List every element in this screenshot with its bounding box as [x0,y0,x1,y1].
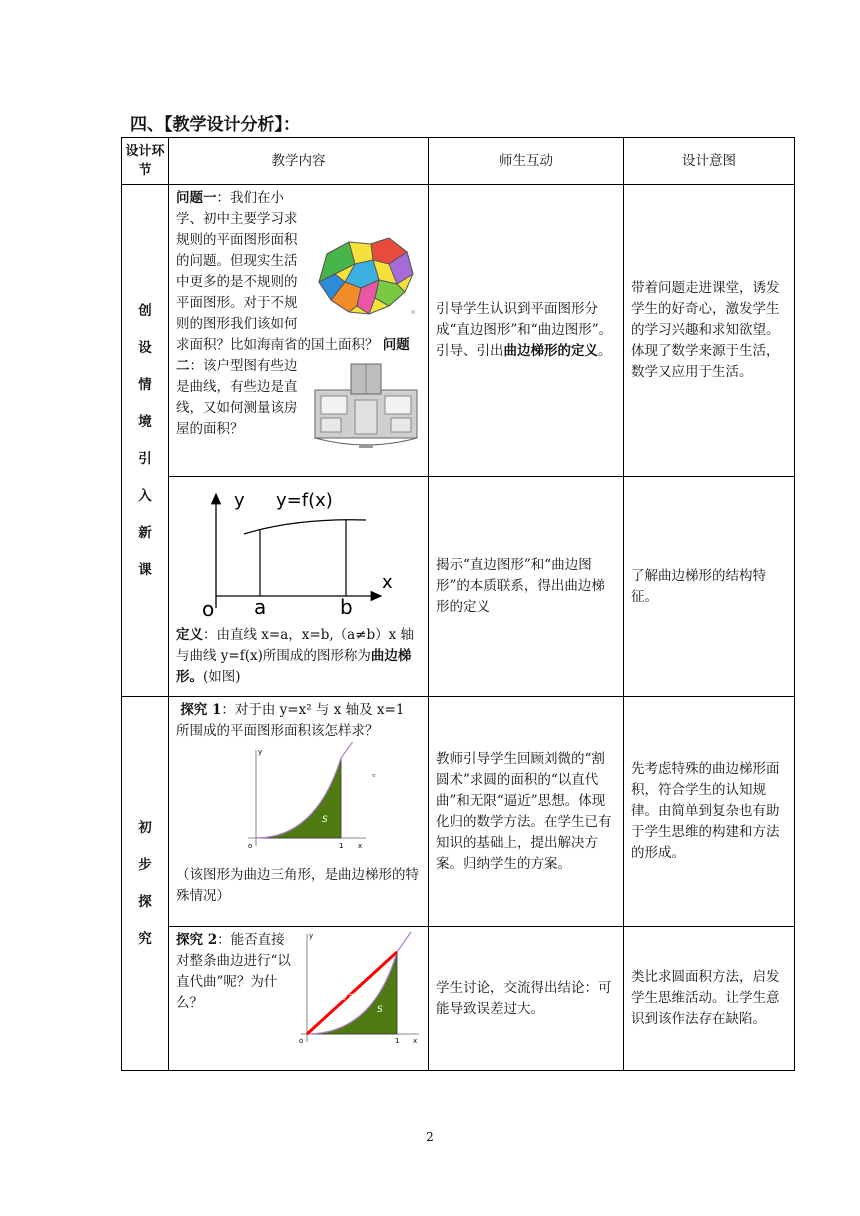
stage-label [122,301,168,581]
fig1-s: S [322,815,328,825]
intent-cell: 类比求圆面积方法，启发学生思维活动。让学生意识到该作法存在缺陷。 [624,927,795,1071]
q1-text: ：我们在小学、初中主要学习求规则的平面图形面积的问题。但现实生活中更多的是不规则的平面图形。对于不规则的图形我们该如何求面积？比如海南省的国土面积？ [176,190,379,353]
stage-char: 初 [138,819,152,836]
interaction-cell [429,185,624,477]
stage-char: 设 [138,339,152,356]
def-tail: (如图) [203,669,241,685]
intent-cell: 先考虑特殊的曲边梯形面积，符合学生的认知规律。由简单到复杂也有助于学生思维的构建和方法的形成。 [624,697,795,927]
fig2-one: 1 [395,1037,400,1045]
fig2-exp: 2 [361,988,366,996]
stage-char: 探 [138,893,152,910]
header-content: 教学内容 [169,138,429,185]
header-intent: 设计意图 [624,138,795,185]
graph-origin-label: o [202,597,215,618]
stage-char: 入 [138,487,152,504]
content-cell [169,697,429,927]
hainan-map-image [309,234,421,326]
fig2-curve: y=x [343,991,362,1001]
fig2-s: S [377,1005,383,1015]
q2-label: 问题二 [176,337,410,374]
floor-plan-image [311,360,421,452]
fig1-o: o [248,842,253,850]
interaction-cell: 教师引导学生回顾刘微的“割圆术”求圆的面积的“以直代曲”和无限“逼近”思想。体现化归的数学方法。在学生已有知识的基础上，提出解决方案。归纳学生的方案。 [429,697,624,927]
fig2-o: o [299,1037,304,1045]
stage-char: 课 [138,561,152,578]
def-text: ：由直线 x=a，x=b,（a≠b）x 轴与曲线 y=f(x)所围成的图形称为 [176,627,415,664]
section-heading: 四、【教学设计分析】： [130,115,300,135]
page-number: 2 [426,1130,434,1144]
interaction-text: 引导学生认识到平面图形分成“直边图形”和“曲边图形”。引导、引出 [436,301,613,359]
fig1-x: x [358,842,363,850]
explore2-text: ：能否直接对整条曲边进行“以直代曲”呢？为什么？ [176,932,291,1011]
table-row [122,185,795,477]
q2-text: ：该户型图有些边是曲线，有些边是直线，又如何测量该房屋的面积？ [176,358,298,437]
q1-label: 问题一 [176,190,217,206]
header-stage: 设计环节 [122,138,169,185]
explore1-caption: （该图形为曲边三角形，是曲边梯形的特殊情况） [176,867,419,904]
stage-label [122,818,168,950]
table-row [122,697,795,927]
stage-char: 引 [138,450,152,467]
parabola-area-figure [176,742,416,858]
fig1-exp: 2 [306,799,311,807]
stage-char: 新 [138,524,152,541]
content-cell [169,477,429,697]
stage-char: 步 [138,856,152,873]
interaction-cell: 学生讨论，交流得出结论：可能导致误差过大。 [429,927,624,1071]
stage-char: 究 [138,930,152,947]
graph-func-label: y=f(x) [276,490,333,511]
header-row [122,138,795,185]
stage-char: 创 [138,302,152,319]
table-row [122,477,795,697]
interaction-cell: 揭示“直边图形”和“曲边图形”的本质联系，得出曲边梯形的定义 [429,477,624,697]
curved-trapezoid-graph [176,480,416,618]
fig1-y: y [258,748,263,756]
table-row [122,927,795,1071]
stage-initial-exploration [122,697,169,1071]
definition [176,625,421,688]
fig1-one: 1 [339,842,344,850]
stage-char: 情 [138,376,152,393]
explore2-label: 探究 2 [176,932,218,948]
explore1-text: ：对于由 y=x² 与 x 轴及 x=1 所围成的平面图形面积该怎样求？ [176,702,405,739]
graph-y-label: y [234,490,245,511]
explore1-label: 探究 1 [180,702,222,718]
stage-char: 境 [138,413,152,430]
graph-x-label: x [382,572,393,593]
fig2-x: x [413,1037,418,1045]
intent-cell: 了解曲边梯形的结构特征。 [624,477,795,697]
interaction-tail: 。 [598,343,612,359]
design-analysis-table [121,137,795,1071]
graph-b-label: b [340,595,353,618]
stage-create-situation [122,185,169,697]
header-interaction: 师生互动 [429,138,624,185]
graph-a-label: a [254,595,267,618]
chord-approximation-figure [293,930,425,1048]
svg-text:y=x2 [287,799,311,812]
content-cell [169,927,429,1071]
def-bold: 曲边梯形。 [176,648,412,685]
interaction-bold: 曲边梯形的定义 [503,343,598,359]
fig1-dot: 。 [372,768,382,779]
fig2-y: y [309,932,314,940]
def-label: 定义 [176,627,203,643]
intent-cell: 带着问题走进课堂，诱发学生的好奇心，激发学生的学习兴趣和求知欲望。体现了数学来源于生活，数学又应用于生活。 [624,185,795,477]
fig1-curve: y=x [288,802,307,812]
content-cell [169,185,429,477]
